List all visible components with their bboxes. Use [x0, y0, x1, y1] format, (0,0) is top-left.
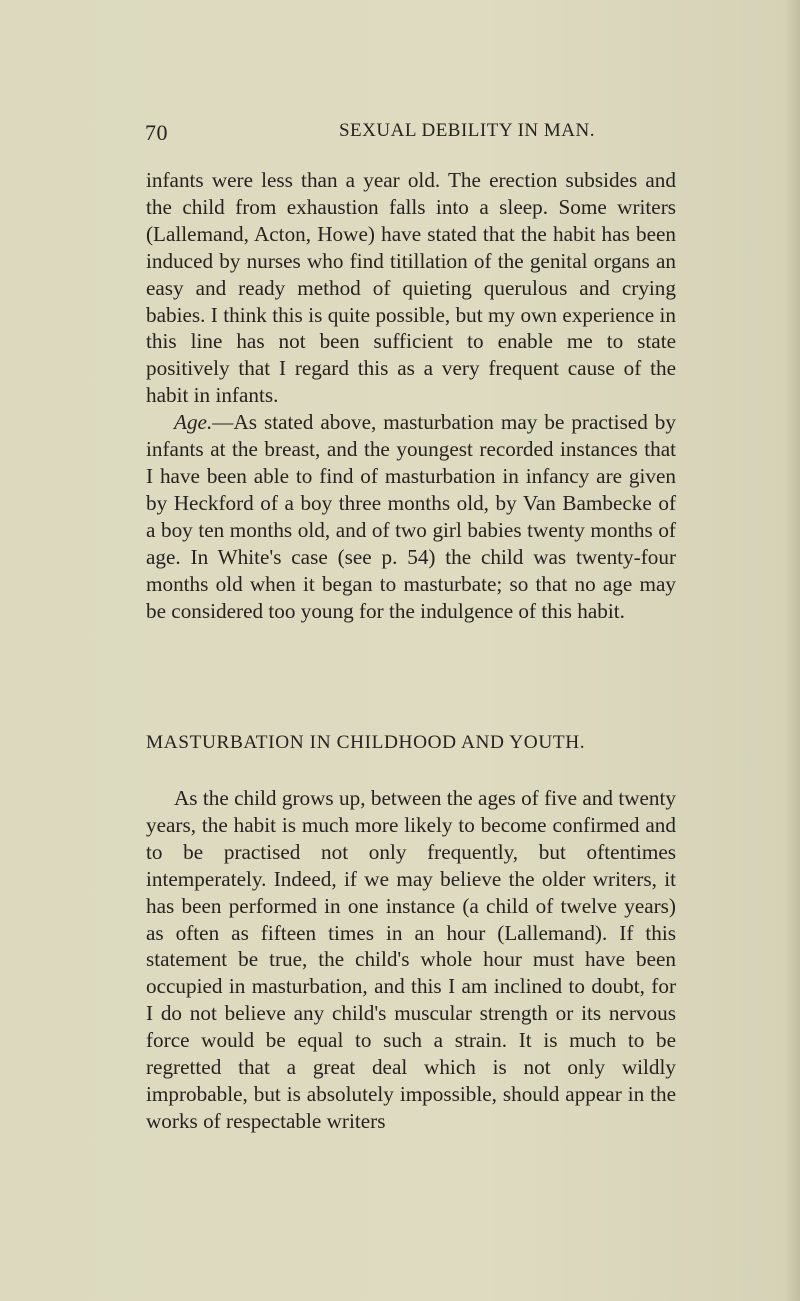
body-text-top	[146, 167, 676, 624]
age-text: —As stated above, masturbation may be practised by infants at the breast, and the youngest recorded instances that I have been able to find of masturbation in infancy are given by Heckford of a boy three months old, by Van Bambecke of a boy ten months old, and of two girl babies twenty months of age. In White's case (see p. 54) the child was twenty-four months old when it began to masturbate; so that no age may be considered too young for the indulgence of this habit.	[146, 410, 676, 623]
age-label: Age.	[174, 410, 213, 435]
paragraph-infants: infants were less than a year old. The erection subsides and the child from exhaustion falls into a sleep. Some writers (Lallemand, Acton, Howe) have stated that the habit has been induced by nurses who find titillation of the genital organs an easy and ready method of quieting querulous and crying babies. I think this is quite possible, but my own experience in this line has not been sufficient to enable me to state positively that I regard this as a very frequent cause of the habit in infants.	[146, 168, 676, 408]
body-text-bottom	[146, 785, 676, 1135]
paragraph-age	[146, 409, 676, 624]
running-head: SEXUAL DEBILITY IN MAN.	[338, 120, 595, 141]
section-heading: MASTURBATION IN CHILDHOOD AND YOUTH.	[146, 732, 586, 753]
paragraph-childhood: As the child grows up, between the ages of five and twenty years, the habit is much more likely to become confirmed and to be practised not only frequently, but oftentimes intemperately. Indeed, if we may believe the older writers, it has been performed in one instance (a child of twelve years) as often as fifteen times in an hour (Lallemand). If this statement be true, the child's whole hour must have been occupied in masturbation, and this I am inclined to doubt, for I do not believe any child's muscular strength or its nervous force would be equal to such a strain. It is much to be regretted that a great deal which is not only wildly improbable, but is absolutely impossible, should appear in the works of respectable writers	[146, 786, 676, 1133]
page-number: 70	[145, 120, 168, 145]
page-header	[145, 120, 677, 150]
page-edge-shadow	[784, 0, 800, 1301]
